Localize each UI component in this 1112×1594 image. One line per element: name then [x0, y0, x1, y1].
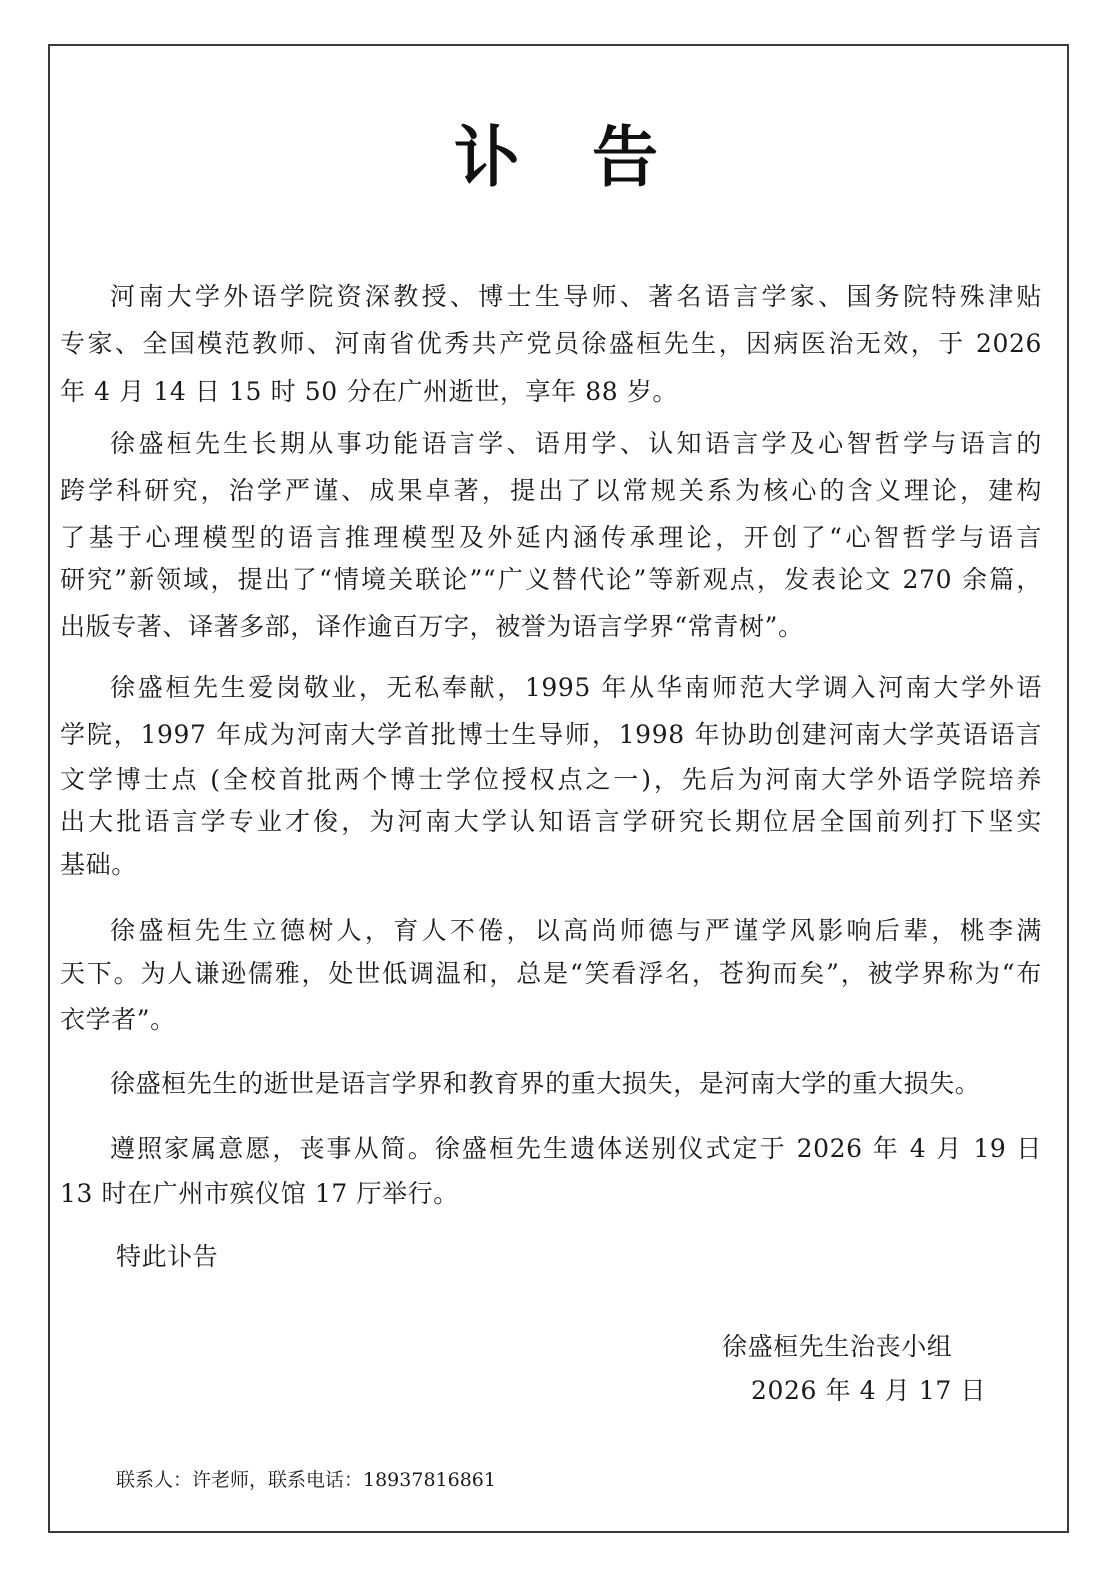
contact-info: 联系人：许老师，联系电话：18937816861: [116, 1469, 496, 1491]
paragraph-line: 出版专著、译著多部，译作逾百万字，被誉为语言学界“常青树”。: [60, 612, 804, 641]
paragraph-line: 学院，1997 年成为河南大学首批博士生导师，1998 年协助创建河南大学英语语言: [60, 720, 1042, 749]
paragraph-line: 基础。: [60, 850, 137, 879]
paragraph-line: 出大批语言学专业才俊，为河南大学认知语言学研究长期位居全国前列打下坚实: [60, 807, 1042, 836]
paragraph-line: 河南大学外语学院资深教授、博士生导师、著名语言学家、国务院特殊津贴: [110, 282, 1042, 311]
document-title: [0, 118, 1112, 198]
paragraph-line: 徐盛桓先生立德树人，育人不倦，以高尚师德与严谨学风影响后辈，桃李满: [110, 916, 1042, 945]
paragraph-line: 研究”新领域，提出了“情境关联论”“广义替代论”等新观点，发表论文 270 余篇，: [60, 565, 1042, 594]
paragraph-line: 徐盛桓先生长期从事功能语言学、语用学、认知语言学及心智哲学与语言的: [110, 429, 1042, 458]
paragraph-line: 徐盛桓先生爱岗敬业，无私奉献，1995 年从华南师范大学调入河南大学外语: [110, 673, 1042, 702]
paragraph-line: 年 4 月 14 日 15 时 50 分在广州逝世，享年 88 岁。: [60, 377, 679, 406]
signature-organization: 徐盛桓先生治丧小组: [722, 1332, 953, 1361]
paragraph-line: 衣学者”。: [60, 1005, 176, 1034]
title-char-1: 讣: [454, 119, 520, 196]
closing-text: 特此讣告: [116, 1242, 219, 1271]
paragraph-line: 了基于心理模型的语言推理模型及外延内涵传承理论，开创了“心智哲学与语言: [60, 523, 1042, 552]
paragraph-line: 跨学科研究，治学严谨、成果卓著，提出了以常规关系为核心的含义理论，建构: [60, 476, 1042, 505]
paragraph-line: 徐盛桓先生的逝世是语言学界和教育界的重大损失，是河南大学的重大损失。: [110, 1069, 981, 1098]
paragraph-line: 文学博士点 (全校首批两个博士学位授权点之一)，先后为河南大学外语学院培养: [60, 765, 1042, 794]
paragraph-line: 13 时在广州市殡仪馆 17 厅举行。: [60, 1179, 459, 1208]
signature-date: 2026 年 4 月 17 日: [751, 1376, 987, 1405]
paragraph-line: 专家、全国模范教师、河南省优秀共产党员徐盛桓先生，因病医治无效，于 2026: [60, 329, 1042, 358]
paragraph-line: 遵照家属意愿，丧事从简。徐盛桓先生遗体送别仪式定于 2026 年 4 月 19 日: [110, 1134, 1042, 1163]
paragraph-line: 天下。为人谦逊儒雅，处世低调温和，总是“笑看浮名，苍狗而矣”，被学界称为“布: [60, 959, 1042, 988]
title-char-2: 告: [592, 119, 658, 196]
